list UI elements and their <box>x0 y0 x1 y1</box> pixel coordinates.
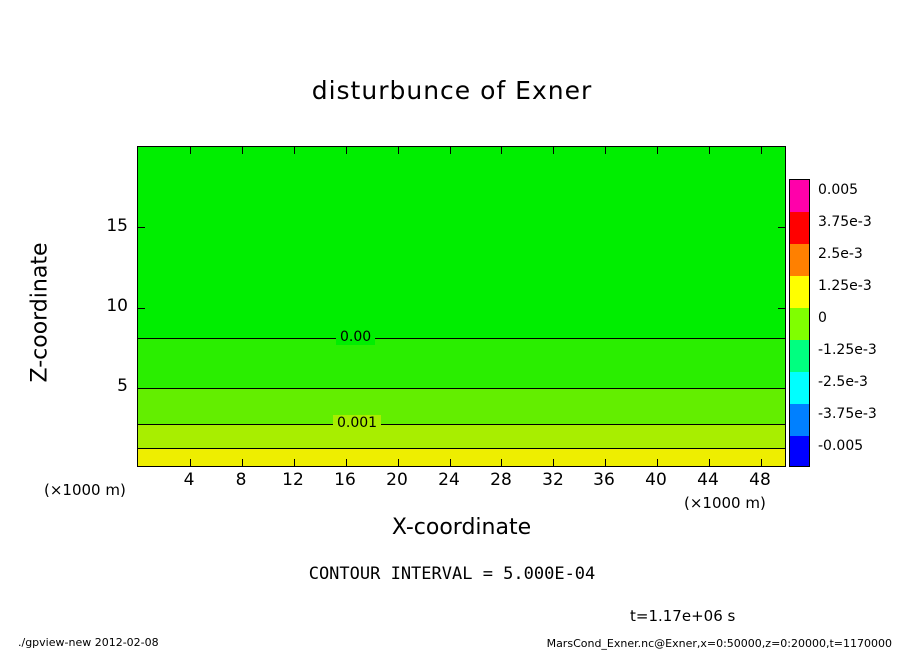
colorbar-segment <box>790 372 809 404</box>
contour-line-0.001 <box>138 424 785 425</box>
x-tick <box>605 459 606 466</box>
x-tick-top <box>398 147 399 154</box>
contour-label-zero: 0.00 <box>336 329 375 345</box>
x-tick <box>501 459 502 466</box>
y-tick-label: 15 <box>106 216 128 236</box>
x-tick-label: 44 <box>697 470 719 490</box>
y-tick-right <box>778 308 785 309</box>
x-tick-top <box>657 147 658 154</box>
x-tick <box>346 459 347 466</box>
x-tick <box>709 459 710 466</box>
x-tick-label: 4 <box>183 470 195 490</box>
x-tick-top <box>190 147 191 154</box>
x-tick-label: 48 <box>749 470 771 490</box>
y-axis-unit-label: (×1000 m) <box>44 481 126 499</box>
colorbar-label: 0.005 <box>818 182 859 198</box>
colorbar-segment <box>790 180 809 212</box>
y-tick-label: 5 <box>117 376 128 396</box>
x-tick-label: 12 <box>282 470 304 490</box>
colorbar-label: -2.5e-3 <box>818 374 868 390</box>
time-annotation: t=1.17e+06 s <box>630 607 736 625</box>
x-tick-top <box>605 147 606 154</box>
colorbar-label: 3.75e-3 <box>818 214 872 230</box>
x-tick-top <box>709 147 710 154</box>
footer-left-text: ./gpview-new 2012-02-08 <box>18 636 159 649</box>
contour-band <box>138 448 785 467</box>
x-tick-label: 40 <box>645 470 667 490</box>
colorbar-label: 0 <box>818 310 827 326</box>
x-tick-top <box>450 147 451 154</box>
x-tick <box>242 459 243 466</box>
x-tick-label: 24 <box>438 470 460 490</box>
colorbar-segment <box>790 308 809 340</box>
x-tick <box>190 459 191 466</box>
chart-title: disturbunce of Exner <box>311 76 593 105</box>
x-tick <box>761 459 762 466</box>
colorbar-label: 2.5e-3 <box>818 246 863 262</box>
colorbar-label: -0.005 <box>818 438 864 454</box>
colorbar-segment <box>790 212 809 244</box>
x-tick-top <box>553 147 554 154</box>
colorbar-label: -3.75e-3 <box>818 406 877 422</box>
x-tick-label: 16 <box>334 470 356 490</box>
y-axis-title: Z-coordinate <box>27 242 53 383</box>
y-tick-label: 10 <box>106 296 128 316</box>
x-tick-top <box>501 147 502 154</box>
contour-label-one-thousandth: 0.001 <box>333 415 381 431</box>
contour-line-low <box>138 448 785 449</box>
x-tick-label: 28 <box>490 470 512 490</box>
colorbar-segment <box>790 244 809 276</box>
x-axis-unit-label: (×1000 m) <box>684 494 766 512</box>
y-tick-right <box>778 388 785 389</box>
contour-band <box>138 388 785 424</box>
x-tick-label: 20 <box>386 470 408 490</box>
x-tick-top <box>242 147 243 154</box>
x-tick-label: 36 <box>593 470 615 490</box>
y-tick <box>138 227 145 228</box>
contour-interval-note: CONTOUR INTERVAL = 5.000E-04 <box>308 564 596 584</box>
x-tick <box>657 459 658 466</box>
contour-line-0.00 <box>138 338 785 339</box>
y-tick <box>138 308 145 309</box>
y-tick <box>138 388 145 389</box>
plot-area <box>137 146 786 467</box>
footer-right-text: MarsCond_Exner.nc@Exner,x=0:50000,z=0:20000,t=1170000 <box>546 637 892 650</box>
colorbar-label: 1.25e-3 <box>818 278 872 294</box>
x-tick-top <box>761 147 762 154</box>
x-tick <box>450 459 451 466</box>
colorbar-segment <box>790 276 809 308</box>
colorbar-label: -1.25e-3 <box>818 342 877 358</box>
x-tick-label: 32 <box>542 470 564 490</box>
contour-line-mid <box>138 388 785 389</box>
y-tick-right <box>778 227 785 228</box>
colorbar-segment <box>790 340 809 372</box>
contour-band <box>138 338 785 388</box>
x-tick-top <box>346 147 347 154</box>
colorbar-segment <box>790 436 809 467</box>
x-axis-title: X-coordinate <box>391 515 532 540</box>
x-tick-label: 8 <box>235 470 247 490</box>
x-tick <box>294 459 295 466</box>
colorbar-segment <box>790 404 809 436</box>
contour-band <box>138 147 785 338</box>
x-tick-top <box>294 147 295 154</box>
x-tick <box>553 459 554 466</box>
colorbar <box>789 179 810 467</box>
x-tick <box>398 459 399 466</box>
contour-band <box>138 424 785 448</box>
